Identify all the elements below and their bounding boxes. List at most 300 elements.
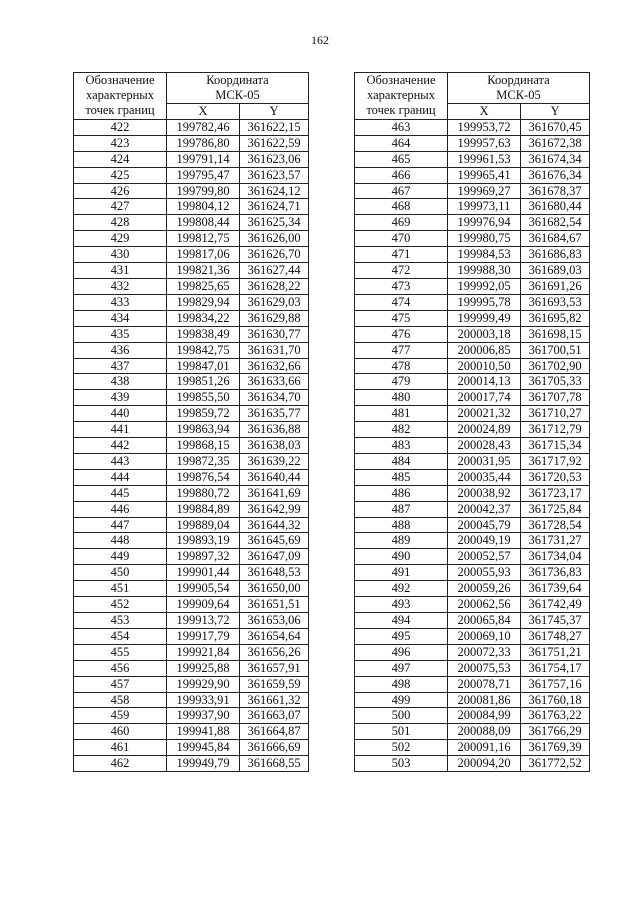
x-coordinate-cell: 200059,26: [448, 581, 521, 597]
table-row: [74, 628, 309, 644]
y-coordinate-cell: 361678,37: [521, 183, 590, 199]
point-id-cell: 503: [355, 756, 448, 772]
y-coordinate-cell: 361645,69: [240, 533, 309, 549]
y-coordinate-cell: 361653,06: [240, 613, 309, 629]
x-coordinate-cell: 199847,01: [167, 358, 240, 374]
y-coordinate-cell: 361627,44: [240, 263, 309, 279]
y-coordinate-cell: 361623,06: [240, 151, 309, 167]
y-coordinate-cell: 361725,84: [521, 501, 590, 517]
header-label-line: Обозначение: [85, 73, 155, 87]
x-coordinate-cell: 200049,19: [448, 533, 521, 549]
point-id-cell: 471: [355, 247, 448, 263]
header-y: Y: [240, 104, 309, 120]
x-coordinate-cell: 199949,79: [167, 756, 240, 772]
y-coordinate-cell: 361674,34: [521, 151, 590, 167]
x-coordinate-cell: 200017,74: [448, 390, 521, 406]
x-coordinate-cell: 199855,50: [167, 390, 240, 406]
point-id-cell: 497: [355, 660, 448, 676]
point-id-cell: 427: [74, 199, 167, 215]
table-row: [74, 294, 309, 310]
x-coordinate-cell: 199868,15: [167, 438, 240, 454]
table-row: [355, 676, 590, 692]
point-id-cell: 501: [355, 724, 448, 740]
y-coordinate-cell: 361661,32: [240, 692, 309, 708]
header-x: X: [448, 104, 521, 120]
x-coordinate-cell: 199795,47: [167, 167, 240, 183]
point-id-cell: 444: [74, 469, 167, 485]
x-coordinate-cell: 199897,32: [167, 549, 240, 565]
x-coordinate-cell: 199976,94: [448, 215, 521, 231]
point-id-cell: 436: [74, 342, 167, 358]
table-row: [355, 151, 590, 167]
x-coordinate-cell: 199808,44: [167, 215, 240, 231]
table-row: [355, 469, 590, 485]
x-coordinate-cell: 200045,79: [448, 517, 521, 533]
table-row: [355, 342, 590, 358]
header-x: X: [167, 104, 240, 120]
y-coordinate-cell: 361723,17: [521, 485, 590, 501]
point-id-cell: 429: [74, 231, 167, 247]
point-id-cell: 456: [74, 660, 167, 676]
x-coordinate-cell: 199901,44: [167, 565, 240, 581]
point-id-cell: 481: [355, 406, 448, 422]
table-row: [355, 278, 590, 294]
point-id-cell: 458: [74, 692, 167, 708]
y-coordinate-cell: 361625,34: [240, 215, 309, 231]
header-coord-line: Координата: [487, 73, 550, 87]
x-coordinate-cell: 199909,64: [167, 597, 240, 613]
point-id-cell: 488: [355, 517, 448, 533]
point-id-cell: 447: [74, 517, 167, 533]
table-row: [355, 215, 590, 231]
table-row: [74, 517, 309, 533]
table-row: [74, 151, 309, 167]
point-id-cell: 453: [74, 613, 167, 629]
y-coordinate-cell: 361734,04: [521, 549, 590, 565]
table-row: [74, 342, 309, 358]
table-row: [74, 613, 309, 629]
x-coordinate-cell: 200078,71: [448, 676, 521, 692]
point-id-cell: 463: [355, 119, 448, 135]
x-coordinate-cell: 199851,26: [167, 374, 240, 390]
point-id-cell: 492: [355, 581, 448, 597]
x-coordinate-cell: 200024,89: [448, 422, 521, 438]
y-coordinate-cell: 361632,66: [240, 358, 309, 374]
y-coordinate-cell: 361622,15: [240, 119, 309, 135]
table-row: [355, 310, 590, 326]
x-coordinate-cell: 199829,94: [167, 294, 240, 310]
point-id-cell: 482: [355, 422, 448, 438]
point-id-cell: 433: [74, 294, 167, 310]
y-coordinate-cell: 361666,69: [240, 740, 309, 756]
y-coordinate-cell: 361712,79: [521, 422, 590, 438]
point-id-cell: 480: [355, 390, 448, 406]
y-coordinate-cell: 361624,12: [240, 183, 309, 199]
table-row: [74, 485, 309, 501]
y-coordinate-cell: 361757,16: [521, 676, 590, 692]
x-coordinate-cell: 199984,53: [448, 247, 521, 263]
y-coordinate-cell: 361668,55: [240, 756, 309, 772]
y-coordinate-cell: 361642,99: [240, 501, 309, 517]
table-row: [355, 581, 590, 597]
table-row: [74, 263, 309, 279]
point-id-cell: 443: [74, 453, 167, 469]
x-coordinate-cell: 199992,05: [448, 278, 521, 294]
y-coordinate-cell: 361700,51: [521, 342, 590, 358]
y-coordinate-cell: 361672,38: [521, 135, 590, 151]
table-row: [74, 676, 309, 692]
table-row: [74, 231, 309, 247]
x-coordinate-cell: 199834,22: [167, 310, 240, 326]
header-point-designation: [355, 73, 448, 120]
point-id-cell: 450: [74, 565, 167, 581]
y-coordinate-cell: 361691,26: [521, 278, 590, 294]
x-coordinate-cell: 200069,10: [448, 628, 521, 644]
y-coordinate-cell: 361631,70: [240, 342, 309, 358]
table-row: [74, 724, 309, 740]
y-coordinate-cell: 361639,22: [240, 453, 309, 469]
y-coordinate-cell: 361629,03: [240, 294, 309, 310]
x-coordinate-cell: 200065,84: [448, 613, 521, 629]
y-coordinate-cell: 361695,82: [521, 310, 590, 326]
x-coordinate-cell: 199863,94: [167, 422, 240, 438]
x-coordinate-cell: 200031,95: [448, 453, 521, 469]
y-coordinate-cell: 361684,67: [521, 231, 590, 247]
x-coordinate-cell: 199825,65: [167, 278, 240, 294]
y-coordinate-cell: 361745,37: [521, 613, 590, 629]
x-coordinate-cell: 199937,90: [167, 708, 240, 724]
y-coordinate-cell: 361640,44: [240, 469, 309, 485]
y-coordinate-cell: 361638,03: [240, 438, 309, 454]
table-body: [355, 119, 590, 771]
table-row: [355, 263, 590, 279]
table-row: [355, 756, 590, 772]
header-coordinate: [448, 73, 590, 104]
table-row: [74, 167, 309, 183]
point-id-cell: 430: [74, 247, 167, 263]
table-row: [74, 199, 309, 215]
x-coordinate-cell: 199812,75: [167, 231, 240, 247]
x-coordinate-cell: 200091,16: [448, 740, 521, 756]
y-coordinate-cell: 361763,22: [521, 708, 590, 724]
x-coordinate-cell: 199842,75: [167, 342, 240, 358]
y-coordinate-cell: 361622,59: [240, 135, 309, 151]
y-coordinate-cell: 361680,44: [521, 199, 590, 215]
y-coordinate-cell: 361742,49: [521, 597, 590, 613]
table-row: [355, 422, 590, 438]
table-row: [74, 644, 309, 660]
point-id-cell: 461: [74, 740, 167, 756]
point-id-cell: 477: [355, 342, 448, 358]
x-coordinate-cell: 200075,53: [448, 660, 521, 676]
x-coordinate-cell: 200035,44: [448, 469, 521, 485]
header-label-line: Обозначение: [366, 73, 436, 87]
y-coordinate-cell: 361748,27: [521, 628, 590, 644]
y-coordinate-cell: 361664,87: [240, 724, 309, 740]
x-coordinate-cell: 199782,46: [167, 119, 240, 135]
table-row: [355, 167, 590, 183]
y-coordinate-cell: 361636,88: [240, 422, 309, 438]
table-row: [355, 374, 590, 390]
point-id-cell: 500: [355, 708, 448, 724]
x-coordinate-cell: 200084,99: [448, 708, 521, 724]
y-coordinate-cell: 361754,17: [521, 660, 590, 676]
table-row: [74, 756, 309, 772]
point-id-cell: 425: [74, 167, 167, 183]
y-coordinate-cell: 361717,92: [521, 453, 590, 469]
table-row: [74, 326, 309, 342]
table-row: [355, 247, 590, 263]
table-row: [74, 501, 309, 517]
header-coord-line: МСК-05: [496, 88, 541, 102]
x-coordinate-cell: 200010,50: [448, 358, 521, 374]
point-id-cell: 440: [74, 406, 167, 422]
table-row: [355, 660, 590, 676]
y-coordinate-cell: 361676,34: [521, 167, 590, 183]
x-coordinate-cell: 200052,57: [448, 549, 521, 565]
table-row: [355, 533, 590, 549]
x-coordinate-cell: 199980,75: [448, 231, 521, 247]
y-coordinate-cell: 361720,53: [521, 469, 590, 485]
y-coordinate-cell: 361659,59: [240, 676, 309, 692]
x-coordinate-cell: 199838,49: [167, 326, 240, 342]
point-id-cell: 475: [355, 310, 448, 326]
x-coordinate-cell: 199988,30: [448, 263, 521, 279]
table-row: [355, 708, 590, 724]
y-coordinate-cell: 361647,09: [240, 549, 309, 565]
y-coordinate-cell: 361628,22: [240, 278, 309, 294]
point-id-cell: 455: [74, 644, 167, 660]
point-id-cell: 478: [355, 358, 448, 374]
point-id-cell: 437: [74, 358, 167, 374]
point-id-cell: 495: [355, 628, 448, 644]
point-id-cell: 442: [74, 438, 167, 454]
x-coordinate-cell: 199999,49: [448, 310, 521, 326]
point-id-cell: 434: [74, 310, 167, 326]
x-coordinate-cell: 199953,72: [448, 119, 521, 135]
x-coordinate-cell: 200006,85: [448, 342, 521, 358]
x-coordinate-cell: 199925,88: [167, 660, 240, 676]
header-point-designation: [74, 73, 167, 120]
table-row: [355, 453, 590, 469]
y-coordinate-cell: 361751,21: [521, 644, 590, 660]
table-row: [355, 326, 590, 342]
point-id-cell: 465: [355, 151, 448, 167]
y-coordinate-cell: 361644,32: [240, 517, 309, 533]
table-row: [74, 581, 309, 597]
point-id-cell: 493: [355, 597, 448, 613]
table-row: [355, 438, 590, 454]
point-id-cell: 469: [355, 215, 448, 231]
y-coordinate-cell: 361670,45: [521, 119, 590, 135]
table-row: [355, 485, 590, 501]
x-coordinate-cell: 200081,86: [448, 692, 521, 708]
table-row: [355, 119, 590, 135]
y-coordinate-cell: 361635,77: [240, 406, 309, 422]
table-row: [355, 597, 590, 613]
table-row: [74, 358, 309, 374]
x-coordinate-cell: 199804,12: [167, 199, 240, 215]
y-coordinate-cell: 361769,39: [521, 740, 590, 756]
point-id-cell: 439: [74, 390, 167, 406]
x-coordinate-cell: 199957,63: [448, 135, 521, 151]
point-id-cell: 491: [355, 565, 448, 581]
y-coordinate-cell: 361682,54: [521, 215, 590, 231]
point-id-cell: 470: [355, 231, 448, 247]
point-id-cell: 467: [355, 183, 448, 199]
header-label-line: характерных: [367, 88, 435, 102]
y-coordinate-cell: 361731,27: [521, 533, 590, 549]
x-coordinate-cell: 199929,90: [167, 676, 240, 692]
x-coordinate-cell: 199872,35: [167, 453, 240, 469]
y-coordinate-cell: 361654,64: [240, 628, 309, 644]
x-coordinate-cell: 199961,53: [448, 151, 521, 167]
point-id-cell: 474: [355, 294, 448, 310]
y-coordinate-cell: 361651,51: [240, 597, 309, 613]
point-id-cell: 464: [355, 135, 448, 151]
table-body: [74, 119, 309, 771]
x-coordinate-cell: 200042,37: [448, 501, 521, 517]
point-id-cell: 479: [355, 374, 448, 390]
point-id-cell: 457: [74, 676, 167, 692]
header-y: Y: [521, 104, 590, 120]
table-row: [74, 565, 309, 581]
x-coordinate-cell: 199799,80: [167, 183, 240, 199]
y-coordinate-cell: 361633,66: [240, 374, 309, 390]
x-coordinate-cell: 200003,18: [448, 326, 521, 342]
y-coordinate-cell: 361657,91: [240, 660, 309, 676]
x-coordinate-cell: 199933,91: [167, 692, 240, 708]
table-row: [355, 406, 590, 422]
x-coordinate-cell: 200055,93: [448, 565, 521, 581]
x-coordinate-cell: 199905,54: [167, 581, 240, 597]
y-coordinate-cell: 361624,71: [240, 199, 309, 215]
x-coordinate-cell: 199913,72: [167, 613, 240, 629]
y-coordinate-cell: 361705,33: [521, 374, 590, 390]
point-id-cell: 446: [74, 501, 167, 517]
x-coordinate-cell: 199791,14: [167, 151, 240, 167]
table-row: [355, 549, 590, 565]
point-id-cell: 460: [74, 724, 167, 740]
x-coordinate-cell: 199821,36: [167, 263, 240, 279]
x-coordinate-cell: 199859,72: [167, 406, 240, 422]
x-coordinate-cell: 200062,56: [448, 597, 521, 613]
y-coordinate-cell: 361710,27: [521, 406, 590, 422]
y-coordinate-cell: 361656,26: [240, 644, 309, 660]
point-id-cell: 448: [74, 533, 167, 549]
x-coordinate-cell: 200094,20: [448, 756, 521, 772]
y-coordinate-cell: 361772,52: [521, 756, 590, 772]
y-coordinate-cell: 361736,83: [521, 565, 590, 581]
y-coordinate-cell: 361630,77: [240, 326, 309, 342]
x-coordinate-cell: 199893,19: [167, 533, 240, 549]
point-id-cell: 490: [355, 549, 448, 565]
x-coordinate-cell: 200088,09: [448, 724, 521, 740]
table-row: [355, 183, 590, 199]
table-row: [74, 422, 309, 438]
x-coordinate-cell: 200028,43: [448, 438, 521, 454]
x-coordinate-cell: 200038,92: [448, 485, 521, 501]
y-coordinate-cell: 361626,00: [240, 231, 309, 247]
point-id-cell: 494: [355, 613, 448, 629]
x-coordinate-cell: 199995,78: [448, 294, 521, 310]
x-coordinate-cell: 199969,27: [448, 183, 521, 199]
x-coordinate-cell: 200021,32: [448, 406, 521, 422]
y-coordinate-cell: 361686,83: [521, 247, 590, 263]
x-coordinate-cell: 199965,41: [448, 167, 521, 183]
point-id-cell: 435: [74, 326, 167, 342]
point-id-cell: 454: [74, 628, 167, 644]
table-row: [74, 597, 309, 613]
point-id-cell: 489: [355, 533, 448, 549]
table-row: [355, 294, 590, 310]
x-coordinate-cell: 199876,54: [167, 469, 240, 485]
y-coordinate-cell: 361629,88: [240, 310, 309, 326]
table-row: [74, 660, 309, 676]
point-id-cell: 468: [355, 199, 448, 215]
point-id-cell: 431: [74, 263, 167, 279]
point-id-cell: 445: [74, 485, 167, 501]
header-label-line: точек границ: [366, 103, 436, 117]
point-id-cell: 452: [74, 597, 167, 613]
point-id-cell: 459: [74, 708, 167, 724]
y-coordinate-cell: 361689,03: [521, 263, 590, 279]
header-coord-line: Координата: [206, 73, 269, 87]
y-coordinate-cell: 361739,64: [521, 581, 590, 597]
point-id-cell: 487: [355, 501, 448, 517]
table-row: [355, 231, 590, 247]
point-id-cell: 484: [355, 453, 448, 469]
x-coordinate-cell: 199921,84: [167, 644, 240, 660]
point-id-cell: 424: [74, 151, 167, 167]
point-id-cell: 498: [355, 676, 448, 692]
point-id-cell: 422: [74, 119, 167, 135]
y-coordinate-cell: 361702,90: [521, 358, 590, 374]
table-row: [74, 310, 309, 326]
x-coordinate-cell: 199945,84: [167, 740, 240, 756]
point-id-cell: 428: [74, 215, 167, 231]
point-id-cell: 466: [355, 167, 448, 183]
table-row: [74, 549, 309, 565]
coordinates-table-right: [354, 72, 590, 772]
table-row: [355, 613, 590, 629]
header-coord-line: МСК-05: [215, 88, 260, 102]
point-id-cell: 486: [355, 485, 448, 501]
table-row: [74, 135, 309, 151]
y-coordinate-cell: 361663,07: [240, 708, 309, 724]
y-coordinate-cell: 361634,70: [240, 390, 309, 406]
y-coordinate-cell: 361626,70: [240, 247, 309, 263]
table-row: [355, 692, 590, 708]
point-id-cell: 451: [74, 581, 167, 597]
point-id-cell: 476: [355, 326, 448, 342]
point-id-cell: 449: [74, 549, 167, 565]
x-coordinate-cell: 200072,33: [448, 644, 521, 660]
y-coordinate-cell: 361766,29: [521, 724, 590, 740]
table-row: [74, 374, 309, 390]
table-row: [74, 390, 309, 406]
point-id-cell: 496: [355, 644, 448, 660]
point-id-cell: 502: [355, 740, 448, 756]
y-coordinate-cell: 361715,34: [521, 438, 590, 454]
y-coordinate-cell: 361707,78: [521, 390, 590, 406]
y-coordinate-cell: 361698,15: [521, 326, 590, 342]
table-row: [355, 740, 590, 756]
table-row: [355, 501, 590, 517]
table-row: [355, 135, 590, 151]
table-row: [355, 199, 590, 215]
header-label-line: точек границ: [85, 103, 155, 117]
